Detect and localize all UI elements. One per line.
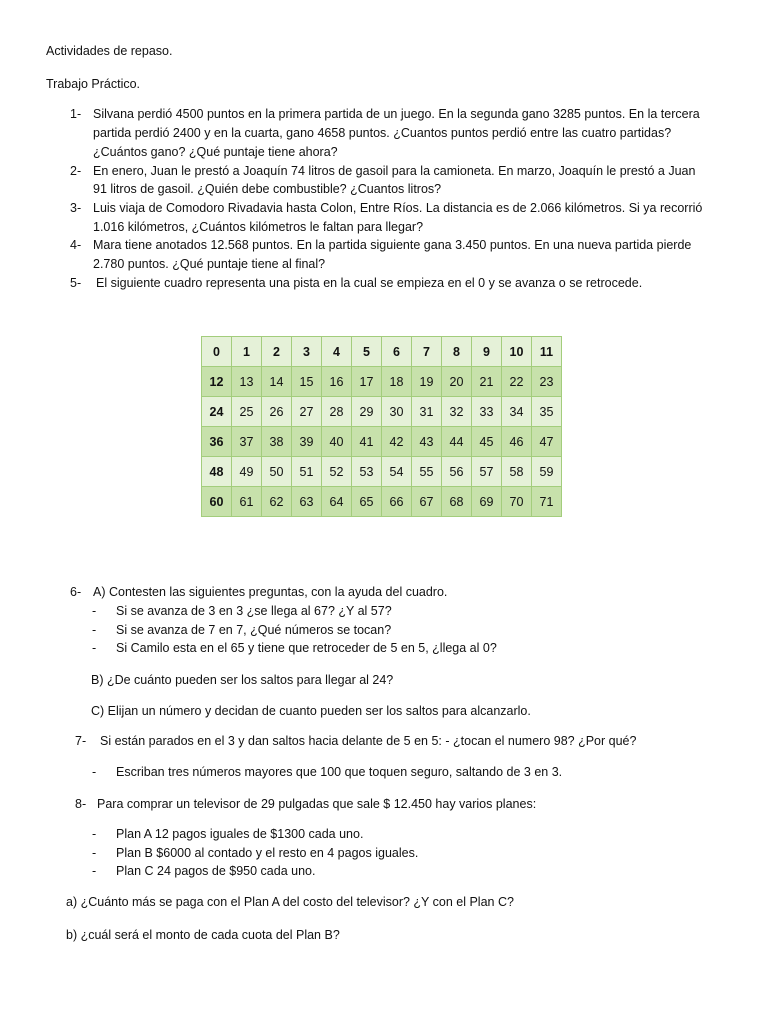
problem-2-line-1: En enero, Juan le prestó a Joaquín 74 litros de gasoil para la camioneta. En marzo, Joaquín le prestó a Juan [93, 164, 696, 178]
grid-cell: 1 [232, 337, 262, 367]
grid-cell: 31 [412, 397, 442, 427]
grid-cell: 16 [322, 367, 352, 397]
grid-cell: 37 [232, 427, 262, 457]
grid-cell: 45 [472, 427, 502, 457]
grid-cell: 4 [322, 337, 352, 367]
problem-1-line-3: ¿Cuántos gano? ¿Qué puntaje tiene ahora? [93, 145, 338, 159]
plan-b-marker: - [92, 846, 97, 860]
grid-cell: 7 [412, 337, 442, 367]
grid-row [202, 457, 562, 487]
problem-8-number: 8- [75, 797, 87, 811]
grid-cell: 22 [502, 367, 532, 397]
problem-5-line-1: El siguiente cuadro representa una pista en la cual se empieza en el 0 y se avanza o se retrocede. [96, 276, 643, 290]
grid-cell: 17 [352, 367, 382, 397]
grid-cell: 59 [532, 457, 562, 487]
document-title: Actividades de repaso. [46, 44, 173, 58]
grid-cell: 34 [502, 397, 532, 427]
grid-cell: 33 [472, 397, 502, 427]
grid-cell: 18 [382, 367, 412, 397]
grid-cell: 70 [502, 487, 532, 517]
grid-cell: 66 [382, 487, 412, 517]
problem-1-line-1: Silvana perdió 4500 puntos en la primera partida de un juego. En la segunda gano 3285 puntos. En la tercera [93, 107, 700, 121]
grid-cell: 25 [232, 397, 262, 427]
grid-row [202, 397, 562, 427]
grid-cell: 48 [202, 457, 232, 487]
grid-cell: 52 [322, 457, 352, 487]
grid-cell: 5 [352, 337, 382, 367]
plan-c: Plan C 24 pagos de $950 cada uno. [116, 864, 316, 878]
grid-cell: 51 [292, 457, 322, 487]
problem-6-intro: A) Contesten las siguientes preguntas, con la ayuda del cuadro. [93, 585, 448, 599]
grid-cell: 13 [232, 367, 262, 397]
problem-2-number: 2- [70, 164, 82, 178]
grid-cell: 26 [262, 397, 292, 427]
grid-cell: 15 [292, 367, 322, 397]
problem-6-part-b: B) ¿De cuánto pueden ser los saltos para llegar al 24? [91, 673, 394, 687]
grid-cell: 62 [262, 487, 292, 517]
problem-3-line-2: 1.016 kilómetros, ¿Cuántos kilómetros le faltan para llegar? [93, 220, 424, 234]
grid-cell: 28 [322, 397, 352, 427]
grid-cell: 8 [442, 337, 472, 367]
problem-6-bullet-2-marker: - [92, 623, 97, 637]
grid-cell: 3 [292, 337, 322, 367]
grid-cell: 56 [442, 457, 472, 487]
grid-cell: 68 [442, 487, 472, 517]
grid-cell: 64 [322, 487, 352, 517]
grid-cell: 54 [382, 457, 412, 487]
grid-cell: 49 [232, 457, 262, 487]
grid-cell: 10 [502, 337, 532, 367]
grid-cell: 14 [262, 367, 292, 397]
problem-7-bullet: Escriban tres números mayores que 100 que toquen seguro, saltando de 3 en 3. [116, 765, 563, 779]
problem-3-line-1: Luis viaja de Comodoro Rivadavia hasta Colon, Entre Ríos. La distancia es de 2.066 kilómetros. Si ya recorrió [93, 201, 703, 215]
grid-row [202, 427, 562, 457]
problem-6-bullet-3: Si Camilo esta en el 65 y tiene que retroceder de 5 en 5, ¿llega al 0? [116, 641, 497, 655]
grid-cell: 61 [232, 487, 262, 517]
grid-cell: 53 [352, 457, 382, 487]
problem-4-line-1: Mara tiene anotados 12.568 puntos. En la partida siguiente gana 3.450 puntos. En una nueva partida pierde [93, 238, 692, 252]
grid-cell: 38 [262, 427, 292, 457]
problem-4-number: 4- [70, 238, 82, 252]
problem-7-text: Si están parados en el 3 y dan saltos hacia delante de 5 en 5: - ¿tocan el numero 98? ¿Por qué? [100, 734, 637, 748]
grid-cell: 36 [202, 427, 232, 457]
grid-cell: 20 [442, 367, 472, 397]
number-track-table [201, 336, 562, 517]
grid-cell: 30 [382, 397, 412, 427]
problem-6-part-c: C) Elijan un número y decidan de cuanto pueden ser los saltos para alcanzarlo. [91, 704, 531, 718]
grid-cell: 40 [322, 427, 352, 457]
problem-5-number: 5- [70, 276, 82, 290]
grid-cell: 50 [262, 457, 292, 487]
grid-cell: 39 [292, 427, 322, 457]
grid-cell: 19 [412, 367, 442, 397]
grid-cell: 69 [472, 487, 502, 517]
problem-8-text: Para comprar un televisor de 29 pulgadas que sale $ 12.450 hay varios planes: [97, 797, 537, 811]
grid-cell: 21 [472, 367, 502, 397]
plan-b: Plan B $6000 al contado y el resto en 4 pagos iguales. [116, 846, 419, 860]
plan-c-marker: - [92, 864, 97, 878]
grid-cell: 11 [532, 337, 562, 367]
problem-4-line-2: 2.780 puntos. ¿Qué puntaje tiene al final? [93, 257, 326, 271]
problem-1-number: 1- [70, 107, 82, 121]
grid-cell: 24 [202, 397, 232, 427]
grid-cell: 42 [382, 427, 412, 457]
grid-row [202, 337, 562, 367]
grid-cell: 60 [202, 487, 232, 517]
problem-6-number: 6- [70, 585, 82, 599]
plan-a-marker: - [92, 827, 97, 841]
grid-cell: 67 [412, 487, 442, 517]
document-subtitle: Trabajo Práctico. [46, 77, 141, 91]
grid-cell: 2 [262, 337, 292, 367]
grid-cell: 0 [202, 337, 232, 367]
grid-cell: 58 [502, 457, 532, 487]
problem-8-question-a: a) ¿Cuánto más se paga con el Plan A del costo del televisor? ¿Y con el Plan C? [66, 895, 514, 909]
grid-cell: 23 [532, 367, 562, 397]
problem-8-question-b: b) ¿cuál será el monto de cada cuota del Plan B? [66, 928, 340, 942]
grid-cell: 35 [532, 397, 562, 427]
grid-cell: 43 [412, 427, 442, 457]
grid-cell: 12 [202, 367, 232, 397]
problem-6-bullet-1: Si se avanza de 3 en 3 ¿se llega al 67? ¿Y al 57? [116, 604, 392, 618]
plan-a: Plan A 12 pagos iguales de $1300 cada uno. [116, 827, 364, 841]
problem-3-number: 3- [70, 201, 82, 215]
problem-7-number: 7- [75, 734, 87, 748]
problem-2-line-2: 91 litros de gasoil. ¿Quién debe combustible? ¿Cuantos litros? [93, 182, 442, 196]
grid-cell: 46 [502, 427, 532, 457]
grid-cell: 27 [292, 397, 322, 427]
grid-cell: 55 [412, 457, 442, 487]
grid-cell: 65 [352, 487, 382, 517]
problem-6-bullet-2: Si se avanza de 7 en 7, ¿Qué números se tocan? [116, 623, 392, 637]
problem-6-bullet-1-marker: - [92, 604, 97, 618]
grid-cell: 32 [442, 397, 472, 427]
grid-cell: 47 [532, 427, 562, 457]
grid-cell: 29 [352, 397, 382, 427]
grid-row [202, 487, 562, 517]
problem-7-bullet-marker: - [92, 765, 97, 779]
grid-cell: 44 [442, 427, 472, 457]
grid-cell: 63 [292, 487, 322, 517]
grid-cell: 71 [532, 487, 562, 517]
grid-cell: 41 [352, 427, 382, 457]
grid-row [202, 367, 562, 397]
grid-cell: 6 [382, 337, 412, 367]
grid-cell: 57 [472, 457, 502, 487]
problem-1-line-2: partida perdió 2400 y en la cuarta, gano 4658 puntos. ¿Cuantos puntos perdió entre las cuatro partidas? [93, 126, 672, 140]
problem-6-bullet-3-marker: - [92, 641, 97, 655]
grid-cell: 9 [472, 337, 502, 367]
